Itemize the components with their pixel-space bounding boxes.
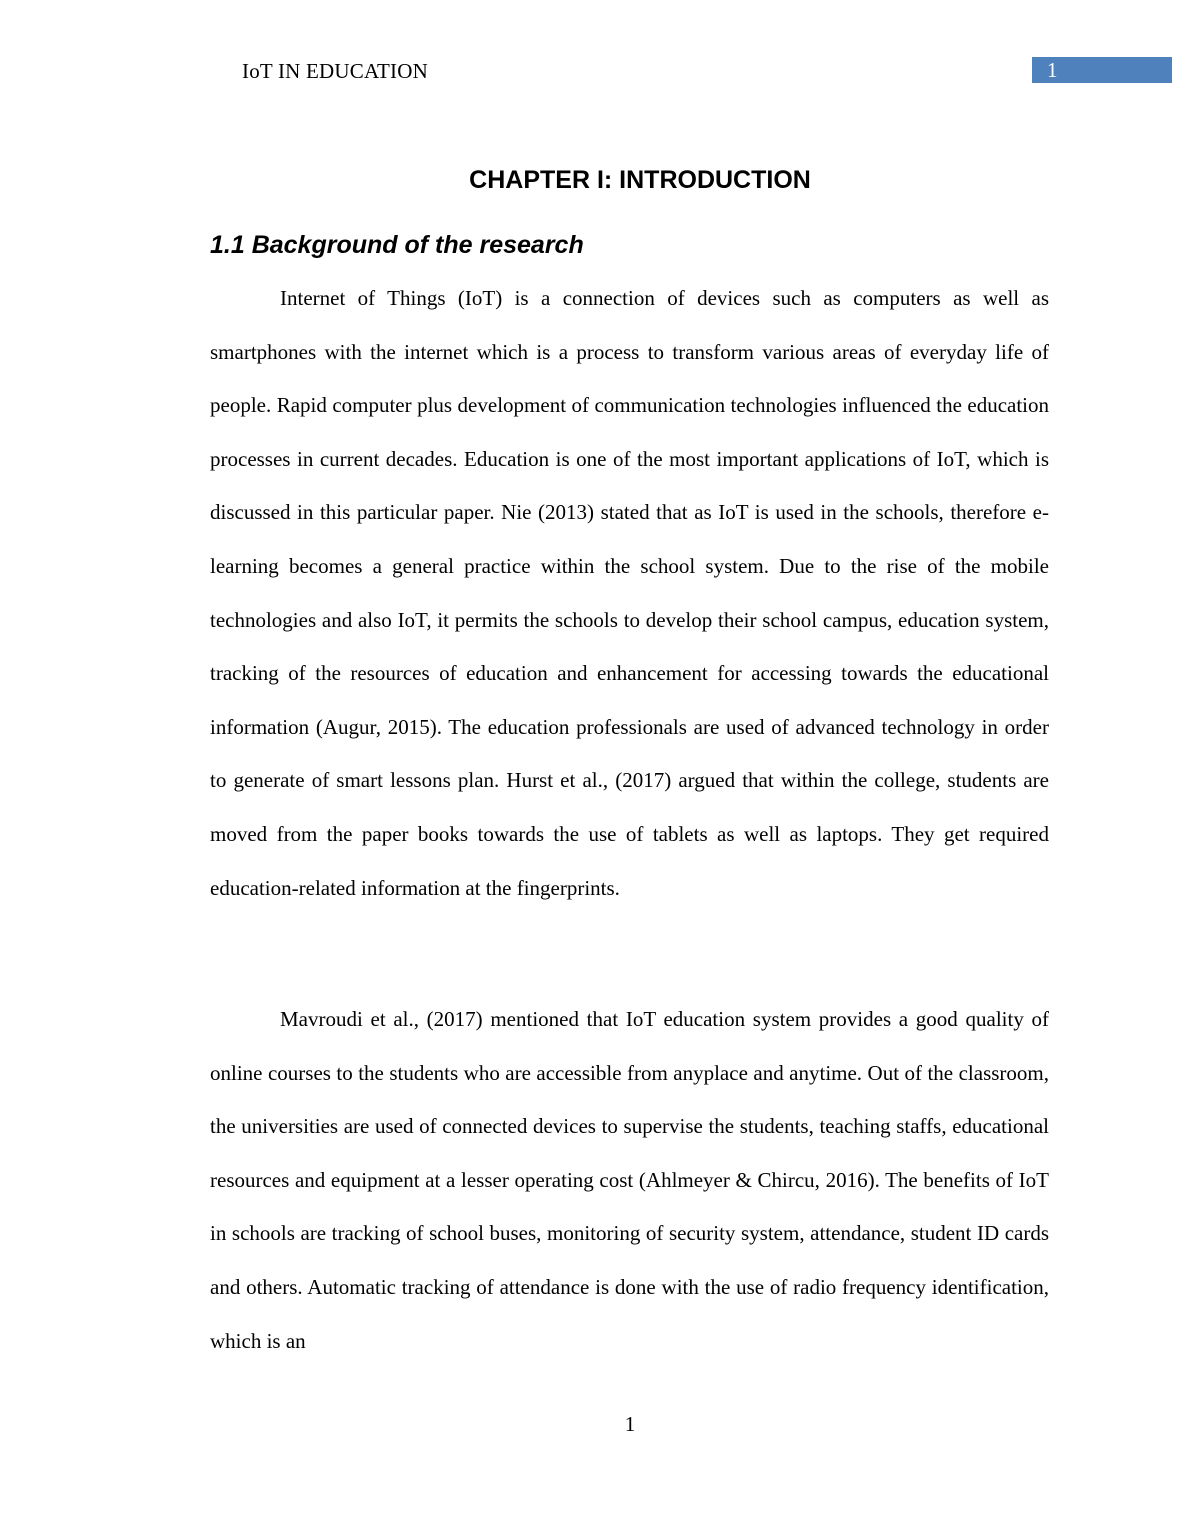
paragraph: Internet of Things (IoT) is a connection of devices such as computers as well as smartphones with the internet which is a process to transform various areas of everyday life of people. Rapid computer plus development of communication technologies influenced the education processes in current decades. Education is one of the most important applications of IoT, which is discussed in this particular paper. Nie (2013) stated that as IoT is used in the schools, therefore e-learning becomes a general practice within the school system. Due to the rise of the mobile technologies and also IoT, it permits the schools to develop their school campus, education system, tracking of the resources of education and enhancement for accessing towards the educational information (Augur, 2015). The education professionals are used of advanced technology in order to generate of smart lessons plan. Hurst et al., (2017) argued that within the college, students are moved from the paper books towards the use of tablets as well as laptops. They get required education-related information at the fingerprints. — [210, 286, 1049, 900]
footer-page-number: 1 — [624, 1412, 636, 1436]
section-heading: 1.1 Background of the research — [210, 231, 584, 259]
running-head: IoT IN EDUCATION — [242, 59, 428, 83]
page-number-box — [1032, 57, 1172, 83]
chapter-title: CHAPTER I: INTRODUCTION — [469, 166, 811, 194]
header-page-number: 1 — [1047, 58, 1058, 82]
paragraph: Mavroudi et al., (2017) mentioned that IoT education system provides a good quality of online courses to the students who are accessible from anyplace and anytime. Out of the classroom, the universities are used of connected devices to supervise the students, teaching staffs, educational resources and equipment at a lesser operating cost (Ahlmeyer & Chircu, 2016). The benefits of IoT in schools are tracking of school buses, monitoring of security system, attendance, student ID cards and others. Automatic tracking of attendance is done with the use of radio frequency identification, which is an — [210, 1007, 1049, 1353]
